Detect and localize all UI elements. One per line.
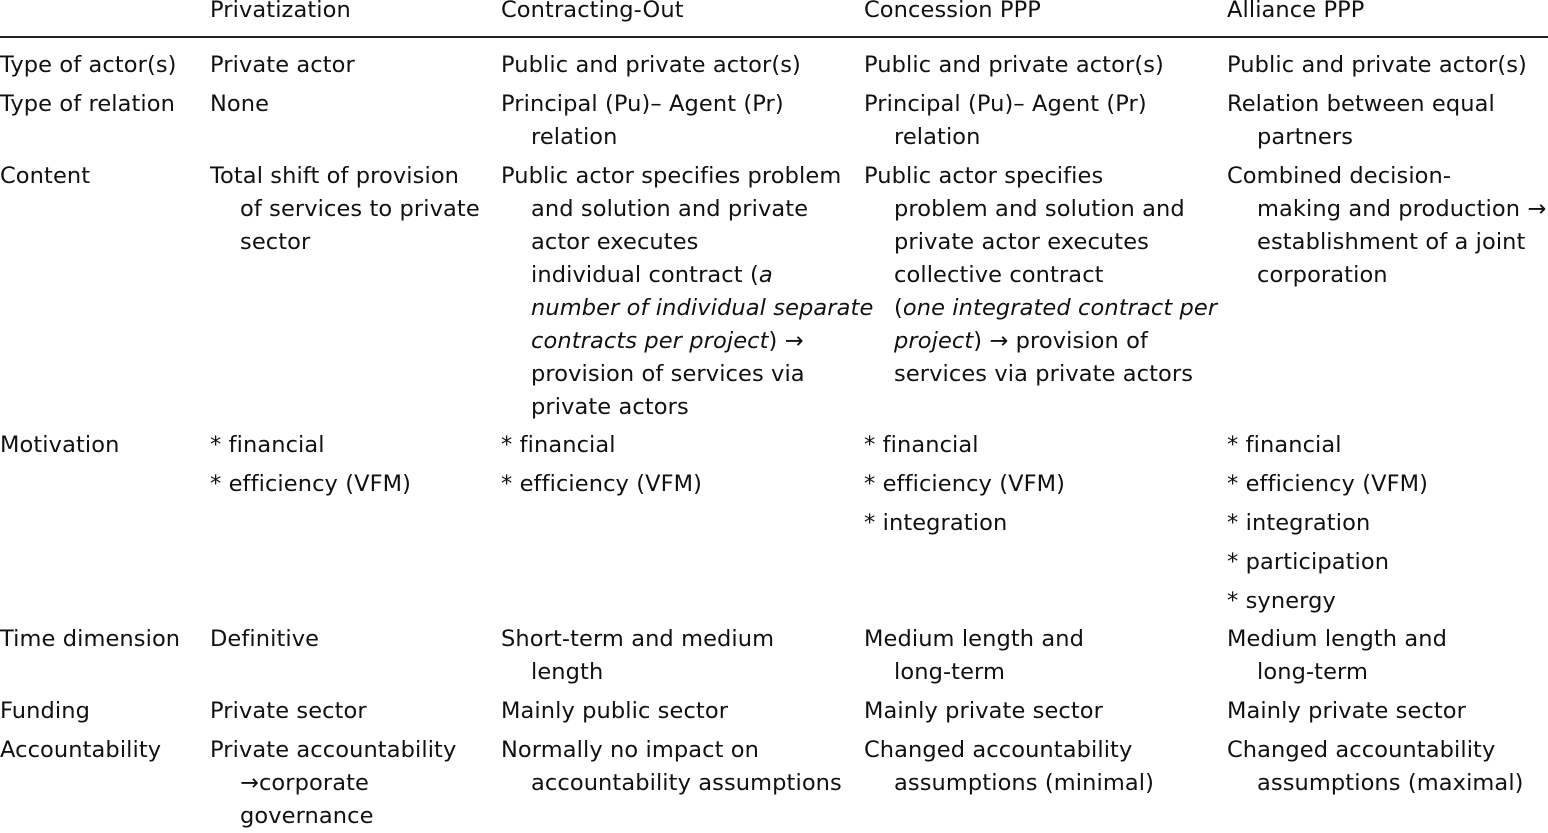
cell-funding-privatization: Private sector	[210, 698, 367, 724]
cell-motivation-concession: * financial * efficiency (VFM) * integration	[864, 432, 1066, 536]
cell-time-alliance: Medium length and long-term	[1227, 626, 1448, 685]
row-label-content: Content	[0, 163, 91, 189]
row-label-funding: Funding	[0, 698, 91, 724]
cell-content-alliance: Combined decision- making and production → establishment of a joint corporation	[1227, 163, 1547, 288]
cell-accountability-concession: Changed accountability assumptions (minimal)	[864, 737, 1154, 796]
column-header-contracting-out: Contracting-Out	[501, 0, 684, 23]
cell-relation-concession: Principal (Pu)– Agent (Pr) relation	[864, 91, 1147, 150]
cell-content-contracting: Public actor specifies problem and solution and private actor executes individual contract (a number of individual separate contracts per project) → provision of services via private actors	[501, 163, 874, 420]
cell-time-privatization: Definitive	[210, 626, 320, 652]
cell-motivation-privatization: * financial * efficiency (VFM)	[210, 432, 412, 497]
cell-relation-contracting: Principal (Pu)– Agent (Pr) relation	[501, 91, 784, 150]
cell-funding-contracting: Mainly public sector	[501, 698, 729, 724]
row-label-accountability: Accountability	[0, 737, 162, 763]
cell-actor-contracting: Public and private actor(s)	[501, 52, 801, 78]
row-label-motivation: Motivation	[0, 432, 120, 458]
cell-funding-alliance: Mainly private sector	[1227, 698, 1467, 724]
cell-funding-concession: Mainly private sector	[864, 698, 1104, 724]
column-header-alliance-ppp: Alliance PPP	[1227, 0, 1365, 23]
cell-time-concession: Medium length and long-term	[864, 626, 1085, 685]
cell-content-privatization: Total shift of provision of services to private sector	[210, 163, 480, 255]
cell-relation-alliance: Relation between equal partners	[1227, 91, 1495, 150]
column-header-privatization: Privatization	[210, 0, 351, 23]
cell-accountability-privatization: Private accountability →corporate governance	[210, 737, 457, 829]
cell-actor-alliance: Public and private actor(s)	[1227, 52, 1527, 78]
cell-relation-privatization: None	[210, 91, 270, 117]
cell-actor-privatization: Private actor	[210, 52, 355, 78]
column-header-concession-ppp: Concession PPP	[864, 0, 1041, 23]
cell-accountability-alliance: Changed accountability assumptions (maximal)	[1227, 737, 1524, 796]
cell-motivation-contracting: * financial * efficiency (VFM)	[501, 432, 703, 497]
row-label-type-of-actors: Type of actor(s)	[0, 52, 177, 78]
cell-time-contracting: Short-term and medium length	[501, 626, 775, 685]
row-label-time-dimension: Time dimension	[0, 626, 181, 652]
cell-motivation-alliance: * financial * efficiency (VFM) * integration * participation * synergy	[1227, 432, 1429, 614]
header-rule	[0, 36, 1548, 38]
cell-actor-concession: Public and private actor(s)	[864, 52, 1164, 78]
cell-content-concession: Public actor specifies problem and solution and private actor executes collective contract (one integrated contract per project) → provision of services via private actors	[864, 163, 1218, 387]
cell-accountability-contracting: Normally no impact on accountability assumptions	[501, 737, 842, 796]
row-label-type-of-relation: Type of relation	[0, 91, 176, 117]
